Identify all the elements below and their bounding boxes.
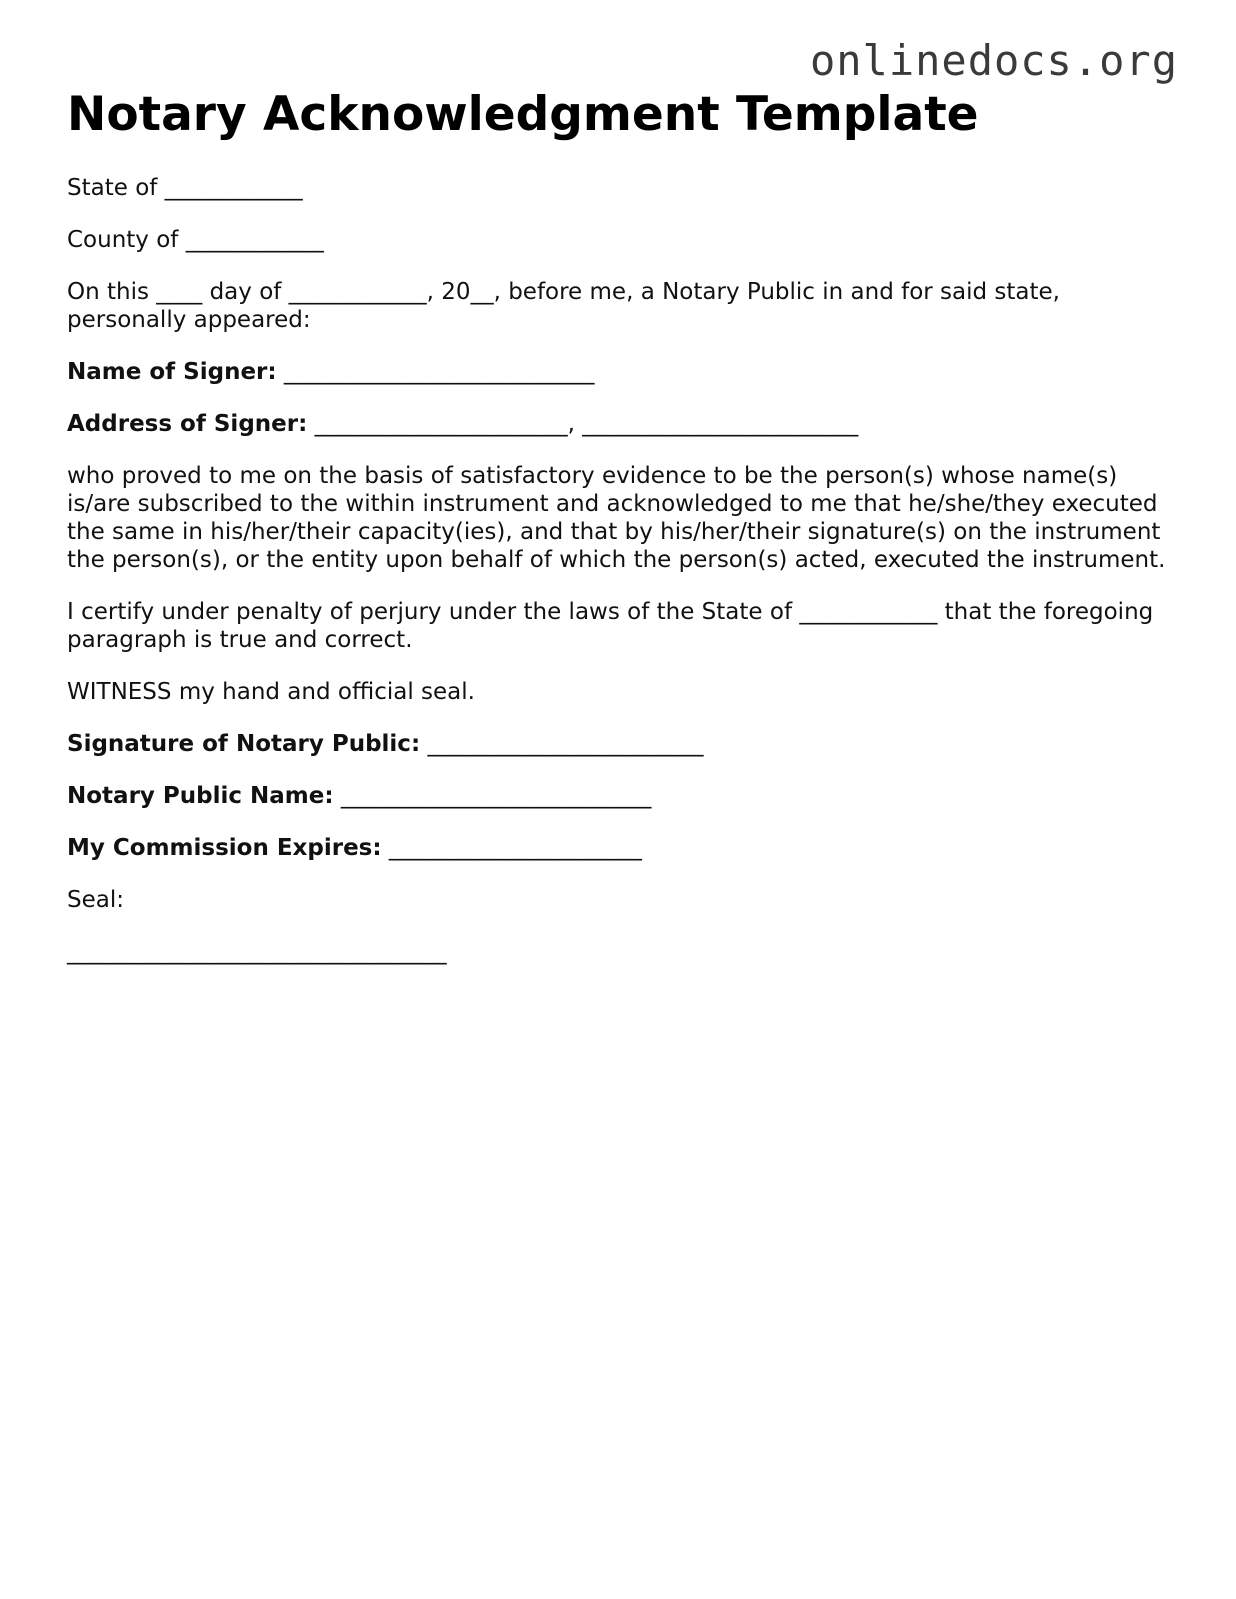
name-of-signer-line (67, 358, 1177, 386)
seal-line: _________________________________ (67, 939, 447, 965)
notary-signature-line (67, 730, 1177, 758)
appearance-paragraph: On this ____ day of ____________, 20__, before me, a Notary Public in and for said state, personally appeared: (67, 279, 1068, 333)
state-line: State of ____________ (67, 175, 303, 201)
document-page (67, 86, 1177, 966)
notary-signature-blank: ________________________ (420, 731, 704, 757)
watermark: onlinedocs.org (809, 36, 1178, 85)
document-title: Notary Acknowledgment Template (67, 87, 979, 142)
name-of-signer-label: Name of Signer: (67, 359, 277, 385)
county-line: County of ____________ (67, 227, 324, 253)
seal-label: Seal: (67, 887, 124, 913)
address-of-signer-line (67, 410, 1177, 438)
commission-expires-blank: ______________________ (381, 835, 642, 861)
notary-name-line (67, 782, 1177, 810)
name-of-signer-blank: ___________________________ (276, 359, 595, 385)
commission-expires-line (67, 834, 1177, 862)
notary-name-blank: ___________________________ (333, 783, 652, 809)
notary-name-label: Notary Public Name: (67, 783, 334, 809)
commission-expires-label: My Commission Expires: (67, 835, 382, 861)
address-of-signer-blank: ______________________, ________________________ (307, 411, 859, 437)
address-of-signer-label: Address of Signer: (67, 411, 308, 437)
notary-signature-label: Signature of Notary Public: (67, 731, 421, 757)
witness-line: WITNESS my hand and official seal. (67, 679, 475, 705)
evidence-paragraph: who proved to me on the basis of satisfactory evidence to be the person(s) whose name(s) is/are subscribed to the within instrument and acknowledged to me that he/she/they executed the same in his/her/their capacity(ies), and that by his/her/their signature(s) on the instrument the person(s), or the entity upon behalf of which the person(s) acted, executed the instrument. (67, 463, 1168, 573)
certify-paragraph: I certify under penalty of perjury under the laws of the State of ____________ that the foregoing paragraph is true and correct. (67, 599, 1161, 653)
